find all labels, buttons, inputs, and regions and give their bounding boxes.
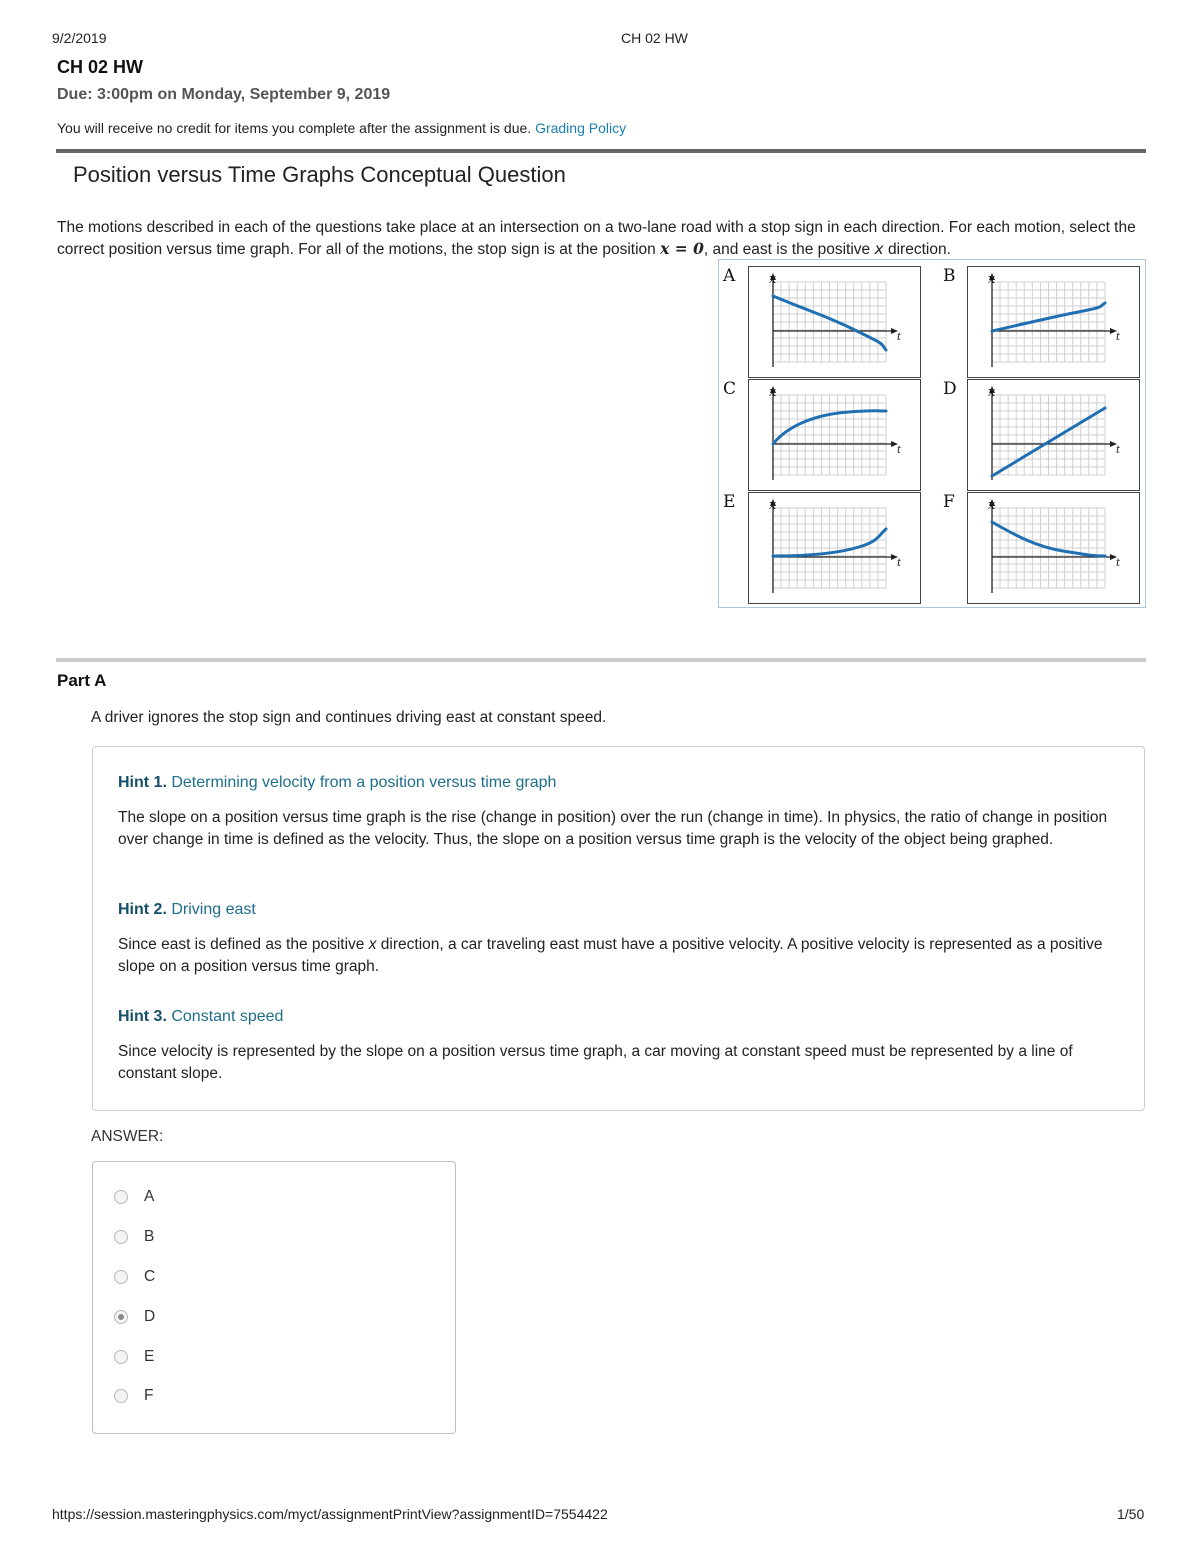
answer-option-b[interactable] <box>114 1226 154 1248</box>
intro-text-1: The motions described in each of the questions take place at an intersection on a two-lane road with a stop sign in each direction. For each motion, select the correct position versus time graph. For all of the motions, the stop sign is at the position <box>57 219 1136 258</box>
hint-3-number: Hint 3. <box>118 1008 167 1025</box>
print-footer-url: https://session.masteringphysics.com/myct/assignmentPrintView?assignmentID=7554422 <box>52 1506 608 1522</box>
y-axis-label: x <box>769 498 777 513</box>
panel-letter-a: A <box>723 266 736 286</box>
intro-text-2: , and east is the positive <box>703 241 875 258</box>
part-a-title: Part A <box>57 671 107 690</box>
section-divider <box>56 149 1146 153</box>
hint-2-body-var: x <box>368 936 377 953</box>
y-axis-label: x <box>769 385 777 400</box>
panel-letter-f: F <box>943 492 955 512</box>
grading-policy-link[interactable]: Grading Policy <box>535 120 627 136</box>
grid <box>992 395 1105 475</box>
y-axis-label: x <box>988 498 996 513</box>
graph-f <box>968 493 1139 603</box>
intro-text-3: direction. <box>883 241 951 258</box>
x-axis-label: t <box>1116 558 1121 569</box>
answer-option-d[interactable] <box>114 1306 155 1328</box>
answer-option-a[interactable] <box>114 1186 154 1208</box>
credit-notice-text: You will receive no credit for items you complete after the assignment is due. <box>57 120 532 136</box>
panel-letter-d: D <box>943 379 957 399</box>
graph-panel-c <box>748 379 921 491</box>
x-axis-label: t <box>897 445 902 456</box>
radio-button[interactable] <box>114 1350 128 1364</box>
problem-title: Position versus Time Graphs Conceptual Question <box>73 162 566 187</box>
radio-button[interactable] <box>114 1310 128 1324</box>
radio-button[interactable] <box>114 1230 128 1244</box>
due-date: Due: 3:00pm on Monday, September 9, 2019 <box>57 86 391 103</box>
hint-1-title-text: Determining velocity from a position versus time graph <box>171 774 557 791</box>
assignment-title: CH 02 HW <box>57 57 144 77</box>
hint-2-body-text-2: direction, a car traveling east must have a positive velocity. A positive velocity is represented as a positive slope on a position versus time graph. <box>118 936 1103 975</box>
graph-c <box>749 380 920 490</box>
graph-b <box>968 267 1139 377</box>
credit-notice <box>57 120 626 136</box>
y-axis-label: x <box>988 272 996 287</box>
hint-2-body-text-1: Since east is defined as the positive <box>118 936 369 953</box>
hint-2-title-text: Driving east <box>171 901 256 918</box>
part-a-question: A driver ignores the stop sign and continues driving east at constant speed. <box>91 709 607 726</box>
hint-3-title-text: Constant speed <box>171 1008 284 1025</box>
hint-1-body: The slope on a position versus time graph is the rise (change in position) over the run (change in time). In physics, the ratio of change in position over change in time is defined as the velocity. Thus, the slope on a position versus time graph is the velocity of the object being graphed. <box>118 809 1108 848</box>
hint-3-title[interactable] <box>118 1008 283 1026</box>
print-page-number: 1/50 <box>1117 1506 1145 1522</box>
hint-2-title[interactable] <box>118 901 256 919</box>
panel-letter-b: B <box>943 266 956 286</box>
answer-option-label: C <box>144 1268 156 1285</box>
x-axis-label: t <box>1116 332 1121 343</box>
graph-panel-e <box>748 492 921 604</box>
hint-2-number: Hint 2. <box>118 901 167 918</box>
grid <box>773 282 886 362</box>
intro-math: x = 0 <box>660 239 704 258</box>
graph-a <box>749 267 920 377</box>
answer-option-label: F <box>144 1387 154 1404</box>
answer-label: ANSWER: <box>91 1128 164 1145</box>
grid <box>992 282 1105 362</box>
graph-panel-b <box>967 266 1140 378</box>
answer-choices <box>92 1161 456 1434</box>
panel-letter-e: E <box>723 492 736 512</box>
answer-option-c[interactable] <box>114 1266 155 1288</box>
problem-intro <box>57 217 1137 260</box>
grid <box>773 395 886 475</box>
hint-3-body: Since velocity is represented by the slope on a position versus time graph, a car moving at constant speed must be represented by a line of constant slope. <box>118 1043 1073 1082</box>
graph-panel-d <box>967 379 1140 491</box>
graph-figure <box>718 259 1146 608</box>
answer-option-label: D <box>144 1308 156 1325</box>
print-date: 9/2/2019 <box>52 30 107 46</box>
graph-panel-f <box>967 492 1140 604</box>
radio-button[interactable] <box>114 1190 128 1204</box>
x-axis-label: t <box>897 558 902 569</box>
radio-button[interactable] <box>114 1270 128 1284</box>
answer-option-label: A <box>144 1188 155 1205</box>
panel-letter-c: C <box>723 379 737 399</box>
answer-option-label: E <box>144 1348 155 1365</box>
answer-option-f[interactable] <box>114 1385 153 1407</box>
y-axis-label: x <box>769 272 777 287</box>
answer-option-label: B <box>144 1228 155 1245</box>
hint-2-body <box>118 934 1118 977</box>
answer-option-e[interactable] <box>114 1346 154 1368</box>
x-axis-label: t <box>897 332 902 343</box>
grid <box>773 508 886 588</box>
y-axis-label: x <box>988 385 996 400</box>
graph-d <box>968 380 1139 490</box>
radio-button[interactable] <box>114 1389 128 1403</box>
x-axis-label: t <box>1116 445 1121 456</box>
graph-e <box>749 493 920 603</box>
hints-panel <box>92 746 1145 1111</box>
part-divider <box>56 658 1146 662</box>
hint-1-number: Hint 1. <box>118 774 167 791</box>
hint-1-title[interactable] <box>118 774 556 792</box>
intro-var: x <box>874 240 884 258</box>
print-header-title: CH 02 HW <box>621 30 688 46</box>
graph-panel-a <box>748 266 921 378</box>
